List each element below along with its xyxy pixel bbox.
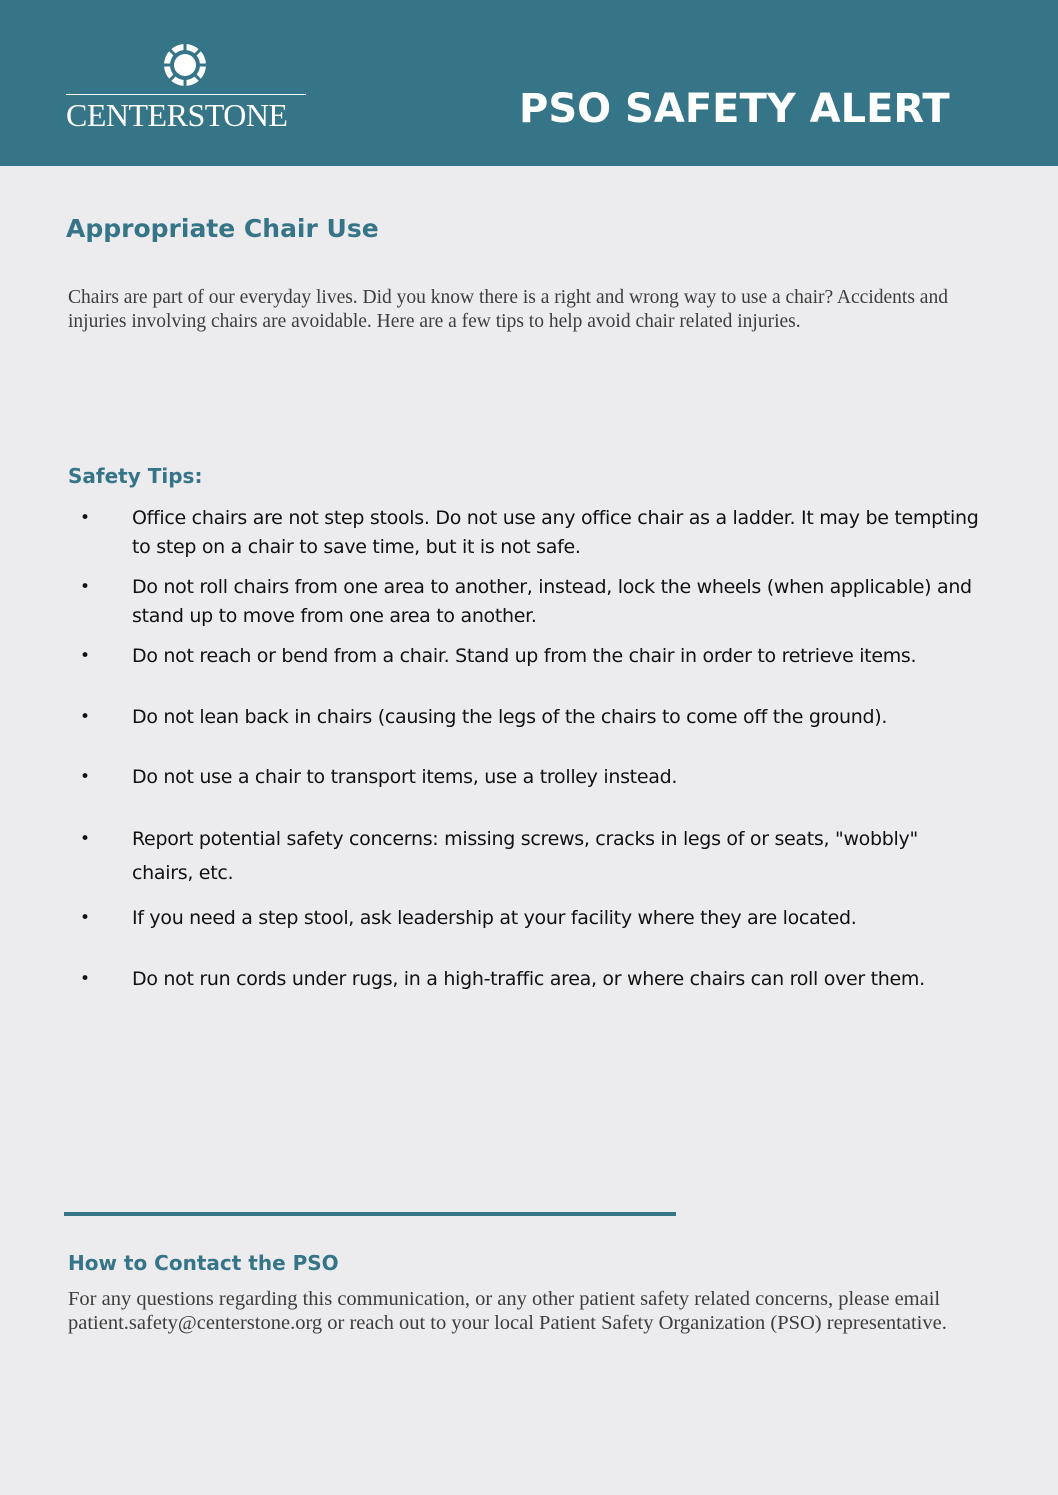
bullet-icon: • <box>80 646 91 666</box>
brand-wordmark: CENTERSTONE <box>66 94 306 135</box>
contact-heading: How to Contact the PSO <box>68 1251 339 1275</box>
tip-text: Do not use a chair to transport items, use a trolley instead. <box>132 766 678 788</box>
tip-text: If you need a step stool, ask leadership at your facility where they are located. <box>132 907 857 929</box>
bullet-icon: • <box>80 577 91 597</box>
page-title: Appropriate Chair Use <box>66 214 379 243</box>
intro-paragraph: Chairs are part of our everyday lives. Did you know there is a right and wrong way to use a chair? Accidents and injuries involving chairs are avoidable. Here are a few tips to help avoid chair related injuries. <box>68 287 948 332</box>
sun-compass-icon <box>162 42 208 88</box>
safety-tips-heading: Safety Tips: <box>68 464 203 488</box>
tip-text: Do not reach or bend from a chair. Stand up from the chair in order to retrieve items. <box>132 645 917 667</box>
alert-title: PSO SAFETY ALERT <box>519 86 950 132</box>
tip-text: Do not run cords under rugs, in a high-traffic area, or where chairs can roll over them. <box>132 968 925 990</box>
bullet-icon: • <box>80 707 91 727</box>
header-banner <box>0 0 1058 166</box>
tip-text: Do not lean back in chairs (causing the legs of the chairs to come off the ground). <box>132 706 888 728</box>
bullet-icon: • <box>80 767 91 787</box>
bullet-icon: • <box>80 829 91 849</box>
bullet-icon: • <box>80 508 91 528</box>
tip-text: Do not roll chairs from one area to another, instead, lock the wheels (when applicable) and stand up to move from one area to another. <box>132 576 972 627</box>
tip-text: Office chairs are not step stools. Do not use any office chair as a ladder. It may be tempting to step on a chair to save time, but it is not safe. <box>132 507 979 558</box>
tip-text: Report potential safety concerns: missing screws, cracks in legs of or seats, "wobbly" chairs, etc. <box>132 828 918 884</box>
section-divider <box>64 1212 676 1216</box>
bullet-icon: • <box>80 908 91 928</box>
bullet-icon: • <box>80 969 91 989</box>
contact-paragraph: For any questions regarding this communication, or any other patient safety related concerns, please email patient.safety@centerstone.org or reach out to your local Patient Safety Organization (PSO) representative. <box>68 1288 947 1334</box>
